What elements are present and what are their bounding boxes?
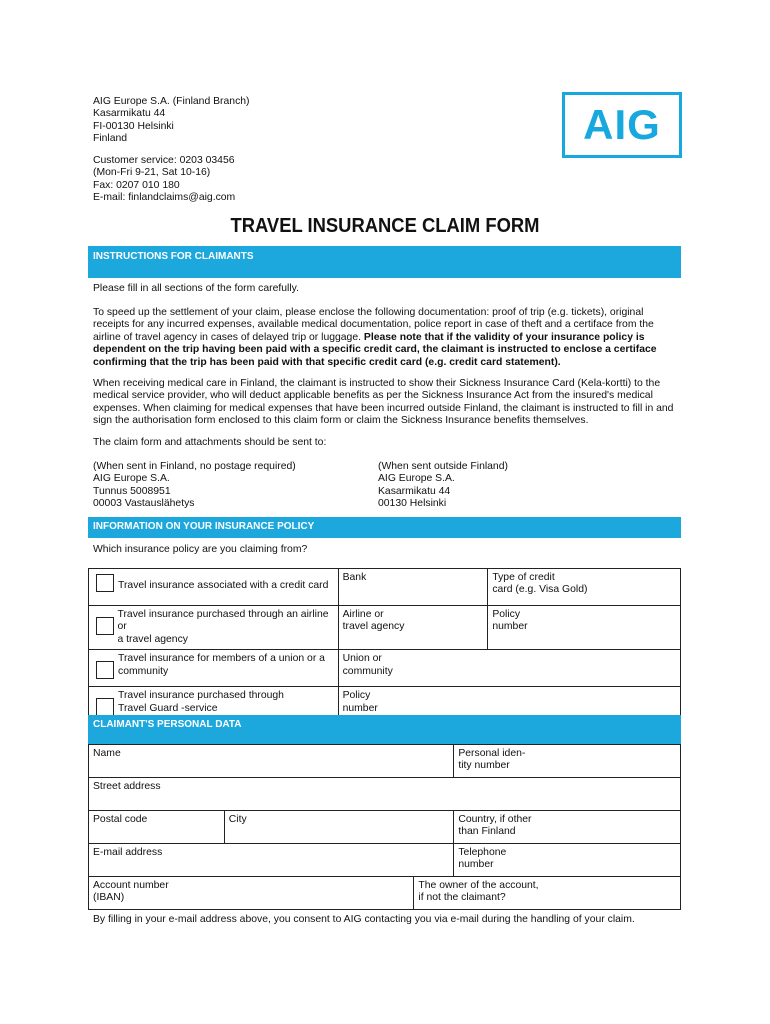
personal-id-field[interactable]: Personal iden- tity number bbox=[454, 745, 681, 778]
instructions-p2-text: To speed up the settlement of your claim, please enclose the following documentation: proof of trip (e.g. tickets), original receipts for any incurred expenses, available medical documentation, police report in case of theft and a certiface from the airline of travel agency in cases of delayed trip or luggage. bbox=[93, 307, 654, 343]
account-owner-field[interactable]: The owner of the account, if not the claimant? bbox=[414, 877, 681, 910]
name-field[interactable]: Name bbox=[89, 745, 454, 778]
policy-field1[interactable]: Policy number bbox=[338, 687, 680, 724]
policy-table bbox=[88, 568, 681, 724]
account-number-field[interactable]: Account number (IBAN) bbox=[89, 877, 414, 910]
email-consent-note: By filling in your e-mail address above, you consent to AIG contacting you via e-mail during the handling of your claim. bbox=[93, 914, 635, 925]
policy-option-cell bbox=[89, 606, 339, 650]
country-field[interactable]: Country, if other than Finland bbox=[454, 811, 681, 844]
instructions-p4: The claim form and attachments should be sent to: bbox=[93, 437, 327, 448]
instructions-heading: INSTRUCTIONS FOR CLAIMANTS bbox=[88, 246, 681, 278]
policy-row bbox=[89, 606, 681, 650]
email-field[interactable]: E-mail address bbox=[89, 844, 454, 877]
policy-row bbox=[89, 569, 681, 606]
policy-field2[interactable]: Policy number bbox=[488, 606, 681, 650]
policy-option-cell bbox=[89, 569, 339, 606]
policy-field1[interactable]: Union or community bbox=[338, 650, 680, 687]
send-address-outside: (When sent outside Finland) AIG Europe S.A. Kasarmikatu 44 00130 Helsinki bbox=[378, 461, 508, 510]
instructions-p2-note: Please note that if the validity of your insurance policy is dependent on the trip having been paid with a specific credit card, the claimant is instructed to enclose a certiface confirming that the trip has been paid with that specific credit card (e.g. credit card statement). bbox=[93, 331, 657, 368]
city-field[interactable]: City bbox=[224, 811, 454, 844]
instructions-p3: When receiving medical care in Finland, the claimant is instructed to show their Sickness Insurance Card (Kela-kortti) to the medical service provider, who will deduct applicable benefits as per the Sickness Insurance Act from the insured's medical expenses. When claiming for medical expenses that have been incurred outside Finland, the claimant is instructed to fill in and sign the authorisation form enclosed to this claim form or claim the Sickness Insurance benefits themselves. bbox=[93, 378, 674, 427]
policy-checkbox[interactable] bbox=[96, 617, 114, 635]
policy-field1[interactable]: Bank bbox=[338, 569, 488, 606]
street-address-field[interactable]: Street address bbox=[89, 778, 681, 811]
policy-heading: INFORMATION ON YOUR INSURANCE POLICY bbox=[88, 517, 681, 538]
policy-checkbox[interactable] bbox=[96, 661, 114, 679]
logo-text: AIG bbox=[583, 101, 661, 148]
personal-data-table bbox=[88, 744, 681, 910]
personal-heading: CLAIMANT'S PERSONAL DATA bbox=[88, 715, 681, 744]
policy-row bbox=[89, 650, 681, 687]
policy-option-label: Travel insurance for members of a union or a community bbox=[118, 653, 325, 677]
policy-option-label: Travel insurance purchased through Travel Guard -service bbox=[118, 690, 284, 714]
policy-checkbox[interactable] bbox=[96, 574, 114, 592]
policy-field2[interactable]: Type of credit card (e.g. Visa Gold) bbox=[488, 569, 681, 606]
policy-checkbox[interactable] bbox=[96, 698, 114, 716]
aig-logo bbox=[562, 92, 682, 158]
customer-service-info: Customer service: 0203 03456 (Mon-Fri 9-21, Sat 10-16) Fax: 0207 010 180 E-mail: finlandclaims@aig.com bbox=[93, 155, 236, 204]
instructions-p2 bbox=[93, 307, 678, 369]
policy-option-cell bbox=[89, 650, 339, 687]
postal-code-field[interactable]: Postal code bbox=[89, 811, 225, 844]
form-title: TRAVEL INSURANCE CLAIM FORM bbox=[230, 215, 540, 237]
send-address-finland: (When sent in Finland, no postage required) AIG Europe S.A. Tunnus 5008951 00003 Vastauslähetys bbox=[93, 461, 296, 510]
policy-option-label: Travel insurance purchased through an airline or a travel agency bbox=[117, 609, 329, 645]
policy-option-label: Travel insurance associated with a credit card bbox=[118, 580, 329, 591]
company-address: AIG Europe S.A. (Finland Branch) Kasarmikatu 44 FI-00130 Helsinki Finland bbox=[93, 96, 250, 145]
policy-field1[interactable]: Airline or travel agency bbox=[338, 606, 488, 650]
policy-question: Which insurance policy are you claiming from? bbox=[93, 544, 308, 555]
instructions-p1: Please fill in all sections of the form carefully. bbox=[93, 283, 299, 294]
telephone-field[interactable]: Telephone number bbox=[454, 844, 681, 877]
